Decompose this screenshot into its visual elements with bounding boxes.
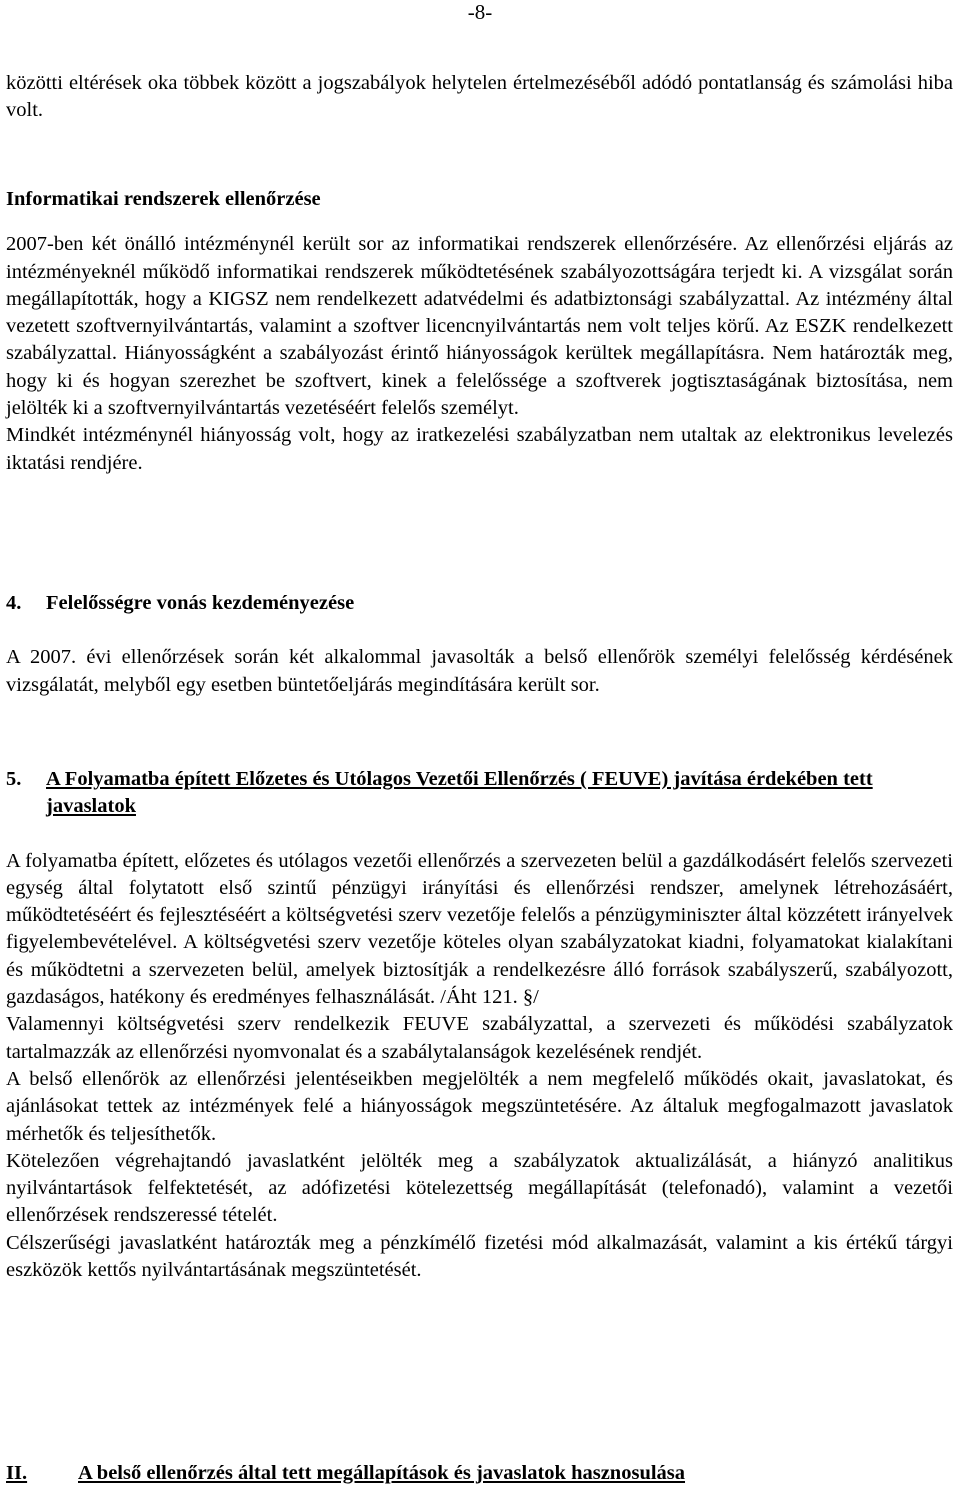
section-5-title: A Folyamatba épített Előzetes és Utólagos Vezetői Ellenőrzés ( FEUVE) javítása érdekében tett javaslatok — [46, 768, 873, 818]
intro-block — [6, 70, 953, 125]
page-number: -8- — [467, 0, 493, 24]
section-4-paragraph: A 2007. évi ellenőrzések során két alkalommal javasolták a belső ellenőrök személyi felelősség kérdésének vizsgálatát, melyből egy esetben büntetőeljárás megindítására került sor. — [6, 646, 953, 696]
intro-paragraph: közötti eltérések oka többek között a jogszabályok helytelen értelmezéséből adódó pontatlanság és számolási hiba volt. — [6, 72, 953, 122]
section-4 — [6, 590, 953, 699]
section-II-number: II. — [6, 1462, 28, 1484]
section-5-paragraph-4: Kötelezően végrehajtandó javaslatként jelölték meg a szabályzatok aktualizálását, a hiányzó analitikus nyilvántartások felfektetését, az adófizetési kötelezettség megállapítását (telefonadó), valamint a vezetői ellenőrzések rendszeressé tételét. — [6, 1149, 953, 1227]
section-4-number: 4. — [6, 592, 22, 614]
section-4-title: Felelősségre vonás kezdeményezése — [46, 592, 355, 614]
section-it — [6, 186, 953, 477]
section-5-heading — [6, 766, 953, 821]
section-it-paragraph-1: 2007-ben két önálló intézménynél került sor az informatikai rendszerek ellenőrzésére. Az ellenőrzési eljárás az intézményeknél működő informatikai rendszerek működtetésének szabályozottságára terjedt ki. A vizsgálat során megállapították, hogy a KIGSZ nem rendelkezett adatvédelmi és adatbiztonsági szabályzattal. Az intézmény által vezetett szoftvernyilvántartás, valamint a szoftver licencnyilvántartás nem volt teljes körű. Az ESZK rendelkezett szabályzattal. Hiányosságként a szabályozást érintő hiányosságok kerültek megállapításra. Nem határozták meg, hogy ki és hogyan szerezhet be szoftvert, kinek a felelőssége a szoftverek jogtisztaságának biztosítása, nem jelölték ki a szoftvernyilvántartás vezetéséért felelős személyt. — [6, 233, 953, 420]
section-5-paragraph-3: A belső ellenőrök az ellenőrzési jelentéseikben megjelölték a nem megfelelő működés okait, javaslatokat, és ajánlásokat tettek az intézmények felé a hiányosságok megszüntetésére. Az általuk megfogalmazott javaslatok mérhetők és teljesíthetők. — [6, 1067, 953, 1145]
section-5-paragraph-1: A folyamatba épített, előzetes és utólagos vezetői ellenőrzés a szervezeten belül a gazdálkodásért felelős szervezeti egység által folytatott első szintű pénzügyi irányítási és ellenőrzési rendszer, amelynek létrehozásáért, működtetéséért és fejlesztéséért a költségvetési szerv vezetője felelős a pénzügyminiszter által közzétett irányelvek figyelembevételével. A költségvetési szerv vezetője köteles olyan szabályzatokat kiadni, folyamatokat kialakítani és működtetni a szervezeten belül, amelyek biztosítják a rendelkezésre álló források szabályszerű, szabályozott, gazdaságos, hatékony és eredményes felhasználását. /Áht 121. §/ — [6, 849, 953, 1009]
section-it-paragraph-2: Mindkét intézménynél hiányosság volt, hogy az iratkezelési szabályzatban nem utaltak az elektronikus levelezés iktatási rendjére. — [6, 424, 953, 474]
section-5-paragraph-2: Valamennyi költségvetési szerv rendelkezik FEUVE szabályzattal, a szervezeti és működési szabályzatok tartalmazzák az ellenőrzési nyomvonalat és a szabálytalanságok kezelésének rendjét. — [6, 1013, 953, 1063]
section-II-heading — [6, 1460, 953, 1487]
section-5-paragraph-5: Célszerűségi javaslatként határozták meg a pénzkímélő fizetési mód alkalmazását, valamint a kis értékű tárgyi eszközök kettős nyilvántartásának megszüntetését. — [6, 1231, 953, 1282]
section-it-heading: Informatikai rendszerek ellenőrzése — [6, 188, 321, 210]
section-II-title: A belső ellenőrzés által tett megállapítások és javaslatok hasznosulása — [78, 1462, 686, 1484]
section-II — [6, 1460, 953, 1487]
section-5-number: 5. — [6, 768, 22, 790]
section-5 — [6, 766, 953, 1284]
section-4-heading — [6, 590, 953, 617]
